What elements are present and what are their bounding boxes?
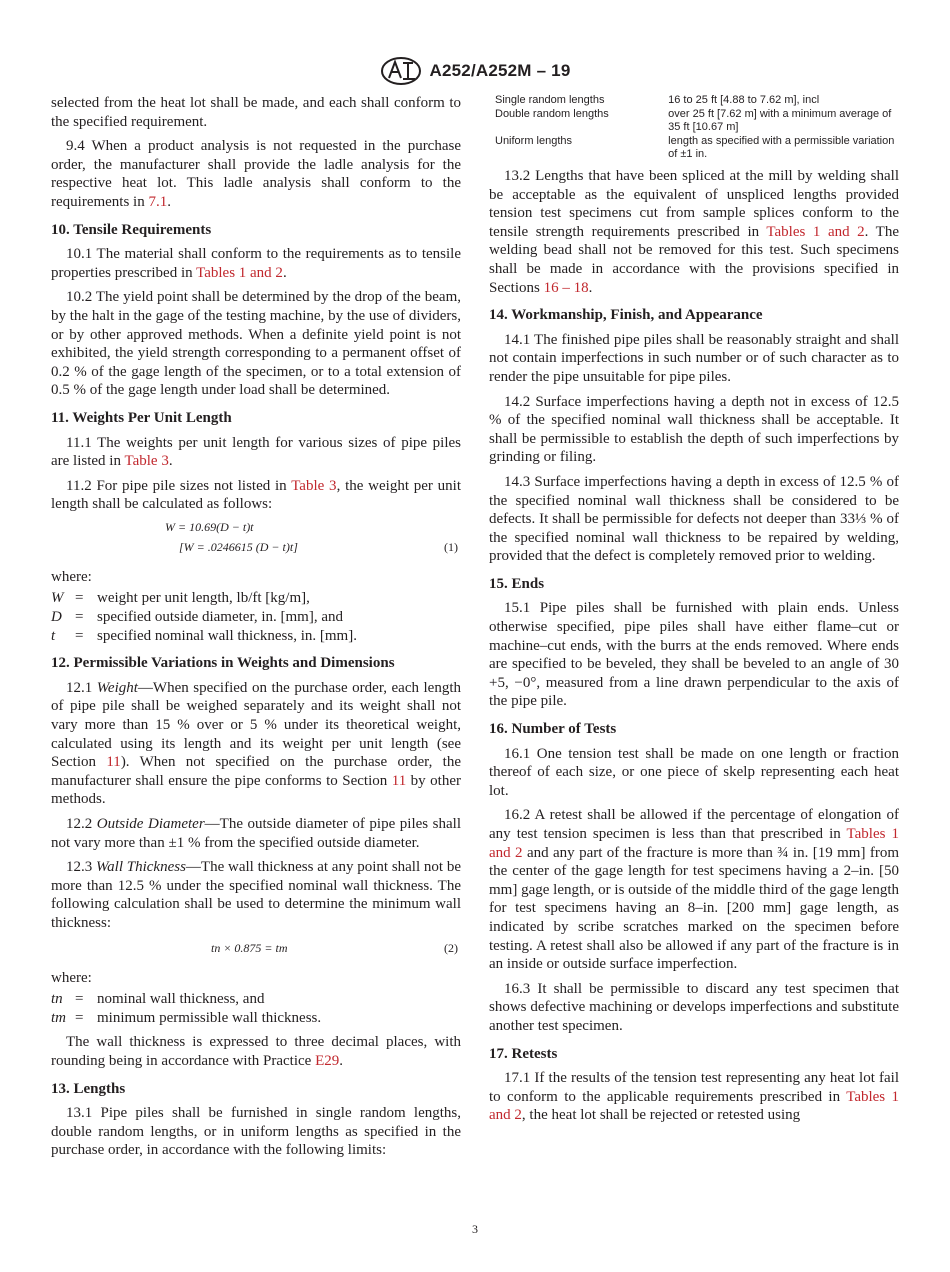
para-14-1: 14.1 The finished pipe piles shall be reasonably straight and shall not contain imperfections in such number or of such character as to render the pipe unsuitable for pipe piles. <box>489 331 899 385</box>
document-id: A252/A252M – 19 <box>429 61 571 80</box>
right-column <box>489 94 899 1131</box>
para-9-4: 9.4 When a product analysis is not requested in the purchase order, the manufacturer shall provide the ladle analysis for the respective heat lot. This ladle analysis shall conform to the requirements in 7.1. <box>51 138 461 210</box>
equation-1-metric: [W = .0246615 (D − t)t] <box>179 539 298 554</box>
link-section-11[interactable]: 11 <box>106 754 121 771</box>
heading-12: 12. Permissible Variations in Weights and Dimensions <box>51 655 395 672</box>
para-14-3: 14.3 Surface imperfections having a depth in excess of 12.5 % of the specified nominal wall thickness shall be considered to be defects. It shall be permissible for defects not deeper than 33⅓ % of the specified nominal wall thickness to be repaired by welding, provided that the defect is completely removed prior to welding. <box>489 473 899 565</box>
definition-row: W = weight per unit length, lb/ft [kg/m], <box>51 590 310 607</box>
para-15-1: 15.1 Pipe piles shall be furnished with plain ends. Unless otherwise specified, pipe piles shall have either flame–cut or machine–cut ends, with the burrs at the ends removed. Where ends are specified to be beveled, they shall be beveled to an angle of 30 +5, −0°, measured from a line drawn perpendicular to the axis of the pipe pile. <box>489 600 899 710</box>
left-column <box>51 94 461 1166</box>
definitions-eq1 <box>51 589 461 645</box>
heading-16: 16. Number of Tests <box>489 721 617 738</box>
link-tables-1-2[interactable]: Tables 1 and 2 <box>766 223 865 240</box>
para-14-2: 14.2 Surface imperfections having a depth not in excess of 12.5 % of the specified nominal wall thickness shall be acceptable. It shall be permissible to establish the depth of such imperfections by grinding or filing. <box>489 393 899 466</box>
limit-row: Uniform lengths length as specified with a permissible variation of ±1 in. <box>495 135 895 160</box>
equation-1-imperial: W = 10.69(D − t)t <box>165 519 254 534</box>
heading-15: 15. Ends <box>489 575 545 592</box>
para-12-2: 12.2 Outside Diameter—The outside diameter of pipe piles shall not vary more than ±1 % from the specified outside diameter. <box>51 816 461 851</box>
heading-13: 13. Lengths <box>51 1080 126 1097</box>
link-tables-1-2[interactable]: Tables 1 and 2 <box>196 264 283 281</box>
equation-2-formula: tn × 0.875 = tm <box>211 940 288 955</box>
definition-row: D = specified outside diameter, in. [mm], and <box>51 609 343 626</box>
para-16-2: 16.2 A retest shall be allowed if the percentage of elongation of any test tension specimen is less than that prescribed in Tables 1 and 2 and any part of the fracture is more than ¾ in. [19 mm] from the center of the gage length for test specimens having a 2–in. [50 mm] gage length, or is outside of the middle third of the gage length for test specimens having an 8–in. [200 mm] gage length, as indicated by scribe scratches marked on the specimen before testing. A retest shall also be allowed if any part of the fracture is in an inside or outside surface imperfection. <box>489 807 900 973</box>
heading-17: 17. Retests <box>489 1045 558 1062</box>
definition-row: tn = nominal wall thickness, and <box>51 991 265 1008</box>
para-10-1: 10.1 The material shall conform to the requirements as to tensile properties prescribed in Tables 1 and 2. <box>51 246 461 281</box>
link-tables-1-2[interactable]: Tables 1 and 2 <box>489 826 900 861</box>
para-11-1: 11.1 The weights per unit length for various sizes of pipe piles are listed in Table 3. <box>51 434 461 470</box>
limit-row: Double random lengths over 25 ft [7.62 m] with a minimum average of 35 ft [10.67 m] <box>495 108 892 133</box>
equation-2-number: (2) <box>444 940 458 955</box>
where-label: where: <box>51 969 92 986</box>
equation-1-number: (1) <box>444 539 458 554</box>
link-tables-1-2[interactable]: Tables 1 and 2 <box>489 1088 900 1124</box>
para-17-1: 17.1 If the results of the tension test representing any heat lot fail to conform to the applicable requirements prescribed in Tables 1 and 2, the heat lot shall be rejected or retested using <box>489 1070 900 1124</box>
link-section-11[interactable]: 11 <box>391 772 407 789</box>
definition-row: t = specified nominal wall thickness, in. [mm]. <box>51 627 357 644</box>
definitions-eq2 <box>51 990 461 1027</box>
para-10-2: 10.2 The yield point shall be determined by the drop of the beam, by the halt in the gage of the testing machine, by the use of dividers, or by other approved methods. When a definite yield point is not exhibited, the yield strength corresponding to a permanent offset of 0.2 % of the gage length of the specimen, or to a total extension of 0.5 % of the gage length under load shall be determined. <box>51 289 461 399</box>
heading-11: 11. Weights Per Unit Length <box>51 409 232 426</box>
para-12-3: 12.3 Wall Thickness—The wall thickness at any point shall not be more than 12.5 % under the specified nominal wall thickness. The following calculation shall be used to determine the minimum wall thickness: <box>51 859 462 931</box>
where-label: where: <box>51 568 92 585</box>
link-table-3[interactable]: Table 3 <box>291 477 337 494</box>
section-9-continuation: selected from the heat lot shall be made, and each shall conform to the specified requirement. <box>51 95 461 130</box>
limit-row: Single random lengths 16 to 25 ft [4.88 to 7.62 m], incl <box>495 94 820 106</box>
astm-logo-icon <box>380 56 422 86</box>
link-7-1[interactable]: 7.1 <box>148 193 168 210</box>
length-limits-table <box>495 94 899 161</box>
definition-row: tm = minimum permissible wall thickness. <box>51 1009 322 1026</box>
para-16-3: 16.3 It shall be permissible to discard any test specimen that shows defective machining or develops imperfections and substitute another test specimen. <box>489 980 899 1034</box>
para-11-2: 11.2 For pipe pile sizes not listed in Table 3, the weight per unit length shall be calculated as follows: <box>51 477 462 513</box>
heading-14: 14. Workmanship, Finish, and Appearance <box>489 307 763 324</box>
para-12-1: 12.1 Weight—When specified on the purchase order, each length of pipe pile shall be weighed separately and its weight shall not vary more than 15 % over or 5 % under its theoretical weight, calculated using its length and its weight per unit length (see Section 11). When not specified on the purchase order, the manufacturer shall ensure the pipe conforms to Section 11 by other methods. <box>51 679 462 808</box>
para-13-1: 13.1 Pipe piles shall be furnished in single random lengths, double random lengths, or in uniform lengths as specified in the purchase order, in accordance with the following limits: <box>51 1105 461 1159</box>
page-header <box>0 56 950 86</box>
link-e29[interactable]: E29 <box>315 1052 340 1069</box>
equation-2 <box>51 939 461 961</box>
para-13-2: 13.2 Lengths that have been spliced at the mill by welding shall be acceptable as the equivalent of unspliced lengths provided tension test specimens cut from sample splices conform to the tensile strength requirements prescribed in Tables 1 and 2. The welding bead shall not be removed for this test. Such specimens shall be made in accordance with the provisions specified in Sections 16 – 18. <box>489 168 900 296</box>
equation-1 <box>51 520 461 560</box>
link-sections-16-18[interactable]: 16 – 18 <box>543 279 589 296</box>
heading-10: 10. Tensile Requirements <box>51 221 212 238</box>
para-12-4: The wall thickness is expressed to three decimal places, with rounding being in accordance with Practice E29. <box>51 1034 461 1069</box>
para-16-1: 16.1 One tension test shall be made on one length or fraction thereof of each size, or one piece of skelp representing each heat lot. <box>489 745 899 799</box>
page-number: 3 <box>472 1222 478 1236</box>
link-table-3[interactable]: Table 3 <box>124 453 169 470</box>
